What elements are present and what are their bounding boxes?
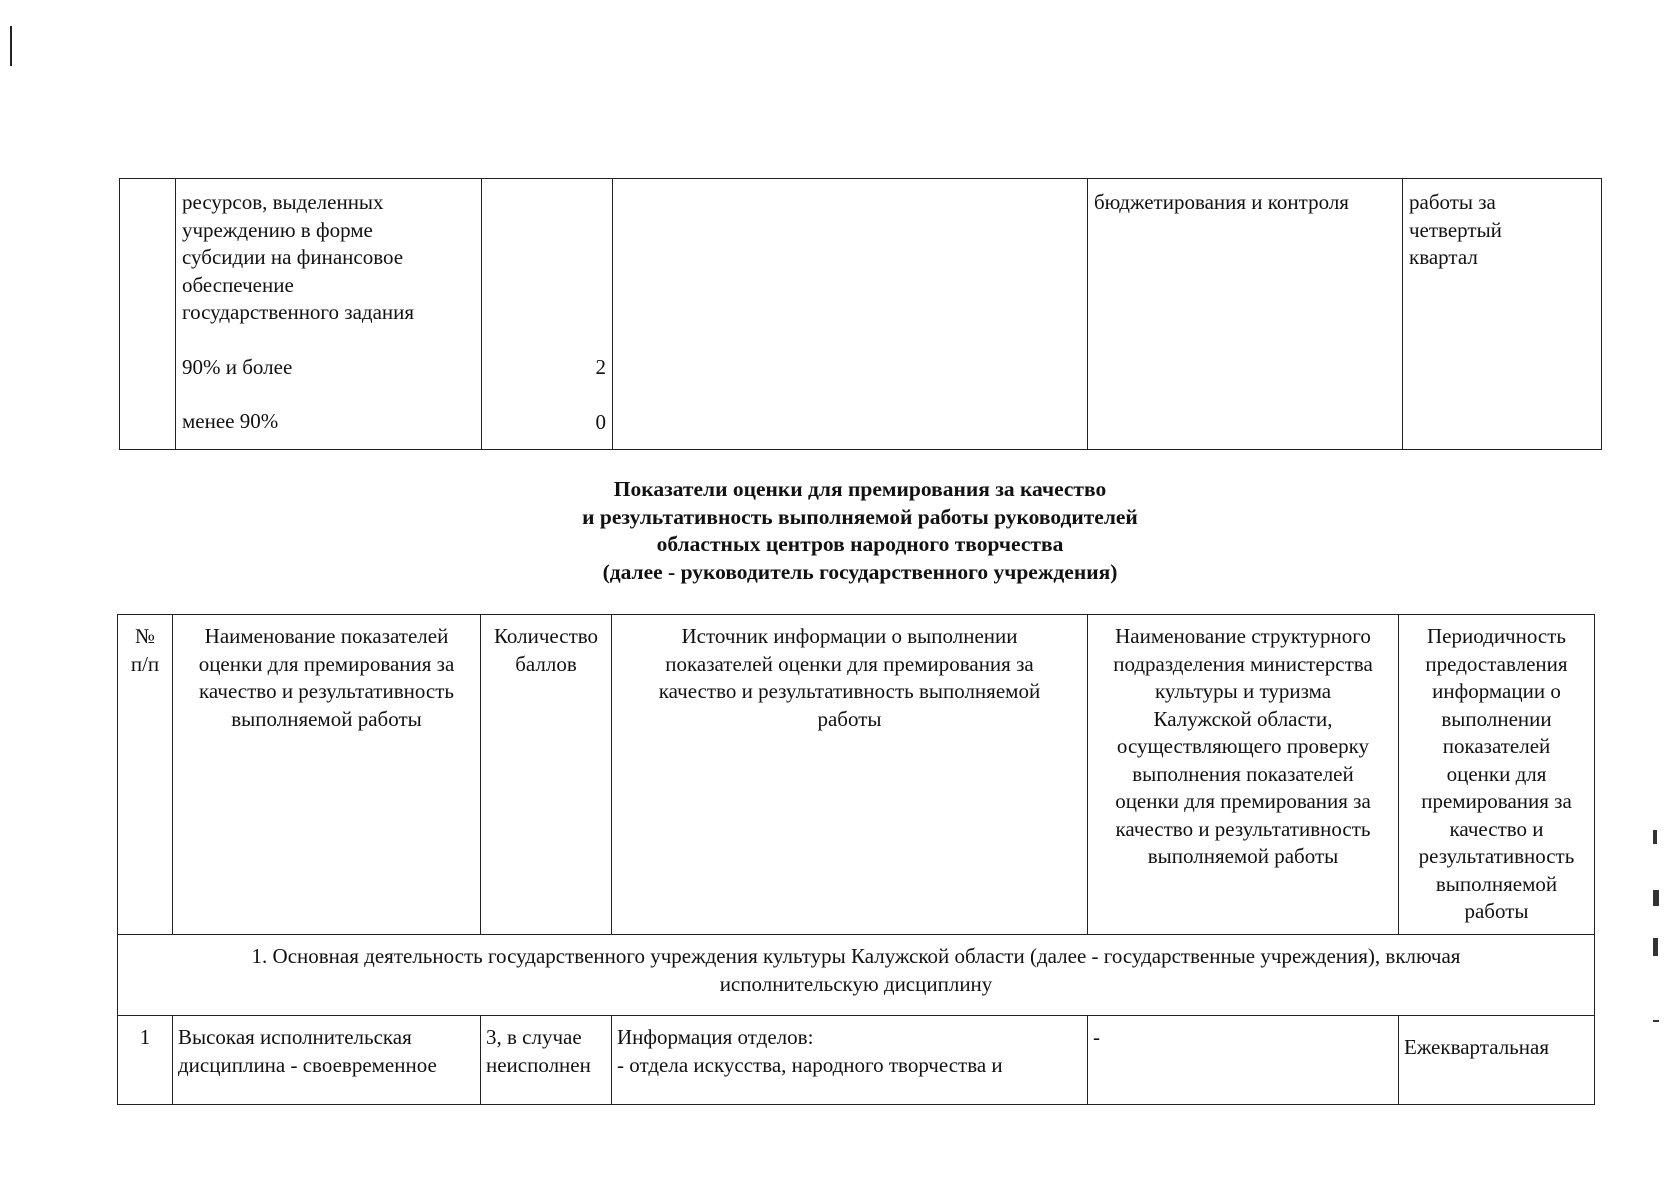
row-line: Высокая исполнительская <box>178 1025 412 1049</box>
header-line: Наименование структурного <box>1115 624 1371 648</box>
row-num <box>118 1016 173 1105</box>
header-line: п/п <box>130 651 160 676</box>
section-line: 1. Основная деятельность государственного учреждения культуры Калужской области (далее - государственные учреждения), включая <box>251 944 1461 968</box>
continuation-name-line: учреждению в форме <box>182 217 373 242</box>
header-line: предоставления <box>1425 651 1568 676</box>
header-line: № <box>134 624 156 648</box>
header-line: Калужской области, <box>1153 706 1333 731</box>
header-points <box>481 615 612 935</box>
header-line: Количество <box>493 624 599 648</box>
section-heading <box>120 476 1600 586</box>
row-periodicity <box>1399 1016 1595 1105</box>
heading-line: (далее - руководитель государственного учреждения) <box>602 559 1118 584</box>
row-points <box>481 1016 612 1105</box>
header-line: Источник информации о выполнении <box>681 624 1018 648</box>
header-line: баллов <box>515 651 577 676</box>
continuation-name-line: субсидии на финансовое <box>182 245 404 269</box>
section-cell <box>118 935 1595 1016</box>
header-line: выполняемой <box>1435 871 1558 896</box>
continuation-period-line: четвертый <box>1409 217 1502 242</box>
header-line: Периодичность <box>1427 624 1566 648</box>
row-source <box>612 1016 1088 1105</box>
header-line: выполнении <box>1441 706 1552 731</box>
option-points: 2 <box>595 355 606 379</box>
header-line: оценки для премирования за <box>198 651 455 676</box>
header-line: работы <box>817 706 882 731</box>
header-line: показателей оценки для премирования за <box>665 651 1034 676</box>
continuation-num-cell <box>120 179 176 450</box>
section-row <box>118 935 1595 1016</box>
row-num-text: 1 <box>139 1025 151 1049</box>
header-line: результативность <box>1418 844 1575 868</box>
header-line: качество и <box>1449 816 1544 841</box>
continuation-row <box>120 179 1602 450</box>
header-line: премирования за <box>1421 789 1572 813</box>
indicators-table <box>117 614 1595 1105</box>
row-line: - отдела искусства, народного творчества и <box>617 1052 1003 1077</box>
header-num <box>118 615 173 935</box>
header-line: выполняемой работы <box>1147 844 1339 868</box>
continuation-name-line: государственного задания <box>182 300 415 324</box>
header-line: выполнения показателей <box>1132 761 1354 786</box>
table-header-row <box>118 615 1595 935</box>
header-department <box>1088 615 1399 935</box>
header-line: оценки для <box>1446 761 1547 786</box>
row-line: дисциплина - своевременное <box>178 1052 437 1077</box>
option-label: менее 90% <box>182 409 279 433</box>
row-line: Информация отделов: <box>617 1025 814 1049</box>
continuation-dept-cell <box>1088 179 1403 450</box>
row-name <box>173 1016 481 1105</box>
row-line: неисполнен <box>486 1052 591 1077</box>
continuation-dept-text: бюджетирования и контроля <box>1094 190 1349 214</box>
heading-line: и результативность выполняемой работы руководителей <box>582 504 1138 529</box>
header-line: качество и результативность <box>1115 816 1371 841</box>
continuation-period-cell <box>1403 179 1602 450</box>
continuation-name-line: ресурсов, выделенных <box>182 190 384 214</box>
header-line: качество и результативность <box>199 679 454 703</box>
continuation-source-cell <box>613 179 1088 450</box>
header-line: осуществляющего проверку <box>1116 734 1370 758</box>
continuation-name-line: обеспечение <box>182 272 294 297</box>
header-line: подразделения министерства <box>1113 651 1373 676</box>
option-points: 0 <box>595 409 606 434</box>
section-line: исполнительскую дисциплину <box>719 971 993 996</box>
continuation-period-line: квартал <box>1409 245 1478 269</box>
header-line: работы <box>1464 899 1529 923</box>
heading-line: областных центров народного творчества <box>656 532 1064 556</box>
row-line: - <box>1093 1025 1100 1049</box>
header-line: информации о <box>1432 679 1561 703</box>
scan-edge-mark <box>10 26 12 66</box>
continuation-period-line: работы за <box>1409 190 1496 214</box>
scan-specks <box>1653 830 1665 1030</box>
option-label: 90% и более <box>182 354 293 379</box>
header-line: Наименование показателей <box>204 624 449 648</box>
continuation-name-cell <box>176 179 482 450</box>
row-line: 3, в случае <box>486 1025 582 1049</box>
header-line: выполняемой работы <box>231 706 422 731</box>
header-line: оценки для премирования за <box>1115 789 1371 813</box>
table-row <box>118 1016 1595 1105</box>
header-line: качество и результативность выполняемой <box>658 679 1041 703</box>
row-line: Ежеквартальная <box>1404 1035 1549 1059</box>
row-department <box>1088 1016 1399 1105</box>
header-periodicity <box>1399 615 1595 935</box>
header-line: показателей <box>1442 734 1551 758</box>
heading-line: Показатели оценки для премирования за качество <box>613 477 1107 501</box>
continuation-points-cell <box>482 179 613 450</box>
continuation-table <box>119 178 1602 450</box>
header-name <box>173 615 481 935</box>
header-source <box>612 615 1088 935</box>
header-line: культуры и туризма <box>1154 679 1332 703</box>
